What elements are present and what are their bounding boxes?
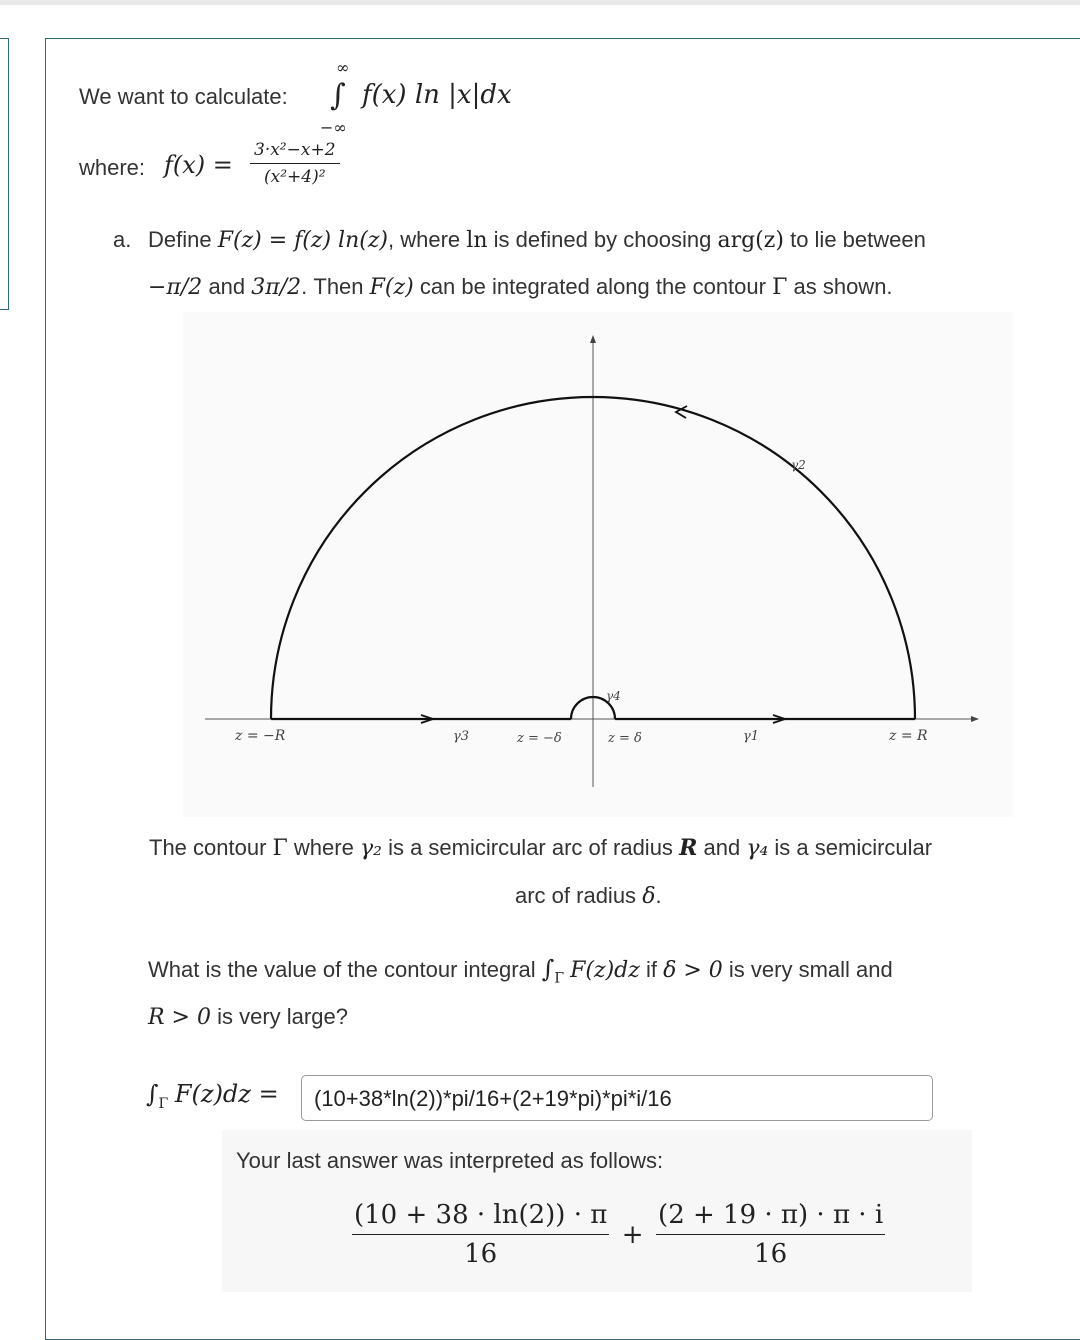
part-a-text: Define: [148, 227, 212, 252]
function-fraction: [250, 140, 340, 187]
question-math: F(z)dz: [570, 958, 640, 983]
question-text: is very small and: [728, 957, 893, 982]
question-line2: [148, 1002, 348, 1033]
contour-figure: [183, 312, 1013, 817]
interp-frac2-denominator: 16: [754, 1239, 788, 1269]
part-a-line2: [148, 272, 893, 303]
answer-integral-sign-icon: ∫: [146, 1080, 159, 1108]
label-neg-delta: z = −δ: [517, 731, 562, 746]
interp-frac2-numerator: (2 + 19 · π) · π · i: [656, 1200, 885, 1235]
integral-lower-limit: −∞: [320, 118, 347, 137]
caption-math: δ: [642, 884, 656, 909]
caption-math: γ₄: [746, 836, 769, 861]
caption-math: Γ: [272, 836, 288, 861]
part-a-text: to lie between: [790, 227, 926, 252]
answer-lhs-math: F(z)dz =: [174, 1080, 279, 1108]
caption-math: γ₂: [359, 836, 382, 861]
integrand: f(x) ln |x|dx: [362, 80, 512, 110]
interp-plus: +: [621, 1219, 644, 1250]
part-a-text: can be integrated along the contour: [419, 274, 766, 299]
function-lhs: f(x) =: [164, 151, 233, 179]
top-strip: [0, 0, 1080, 5]
interp-frac1-denominator: 16: [464, 1239, 498, 1269]
question-text: What is the value of the contour integral: [148, 957, 536, 982]
answer-input[interactable]: (10+38*ln(2))*pi/16+(2+19*pi)*pi*i/16: [301, 1075, 933, 1121]
caption-text: where: [293, 835, 354, 860]
label-gamma3: γ3: [453, 729, 470, 744]
part-a-text: is defined by choosing: [493, 227, 712, 252]
answer-lhs: [146, 1080, 279, 1112]
part-a-text: and: [208, 274, 246, 299]
interpretation-expression: [352, 1200, 885, 1269]
question-math: R > 0: [148, 1005, 211, 1030]
label-pos-R: z = R: [889, 728, 928, 744]
side-panel-frame: [0, 38, 9, 310]
part-a-line1: [148, 225, 926, 256]
label-pos-delta: z = δ: [608, 731, 642, 746]
part-a-math: 3π/2: [251, 275, 302, 300]
question-text: if: [645, 957, 657, 982]
question-math: δ > 0: [663, 958, 723, 983]
part-a-marker: a.: [113, 227, 132, 252]
part-a-math: arg(z): [717, 228, 784, 253]
question-integral-subscript: Γ: [554, 970, 565, 987]
question-line1: [148, 954, 893, 993]
figure-caption-line1: [149, 833, 932, 864]
label-gamma2: γ2: [791, 458, 806, 472]
caption-text: arc of radius: [515, 883, 637, 908]
interp-frac1-numerator: (10 + 38 · ln(2)) · π: [352, 1200, 609, 1235]
part-a-math: −π/2: [148, 275, 203, 300]
caption-text: is a semicircular: [774, 835, 933, 860]
label-neg-R: z = −R: [235, 728, 286, 744]
part-a-math: Γ: [772, 275, 788, 300]
function-numerator: 3·x²−x+2: [250, 140, 340, 164]
caption-text: The contour: [149, 835, 267, 860]
contour-diagram: [183, 312, 1013, 817]
part-a-math: ln: [466, 228, 488, 253]
integral-sign-icon: ∫: [330, 78, 346, 113]
part-a-math: F(z) = f(z) ln(z): [217, 228, 389, 253]
caption-math: R: [679, 835, 698, 861]
caption-text: and: [703, 835, 741, 860]
part-a-math: F(z): [369, 275, 414, 300]
part-a-text: , where: [388, 227, 461, 252]
part-a-text: as shown.: [793, 274, 893, 299]
integral-upper-limit: ∞: [336, 58, 350, 77]
figure-caption-line2: [515, 881, 662, 912]
question-text: is very large?: [217, 1004, 348, 1029]
caption-text: is a semicircular arc of radius: [388, 835, 673, 860]
intro-label: We want to calculate:: [79, 84, 288, 109]
label-gamma1: γ1: [743, 729, 760, 744]
function-denominator: (x²+4)²: [263, 167, 326, 187]
question-integral-sign-icon: ∫: [541, 955, 555, 983]
interpretation-label: Your last answer was interpreted as follows:: [236, 1148, 664, 1173]
where-label: where:: [79, 155, 146, 180]
part-a-text: . Then: [301, 274, 364, 299]
caption-text: .: [655, 883, 662, 908]
label-gamma4: γ4: [606, 689, 621, 703]
answer-integral-subscript: Γ: [158, 1095, 169, 1112]
interpretation-panel: [222, 1130, 972, 1292]
